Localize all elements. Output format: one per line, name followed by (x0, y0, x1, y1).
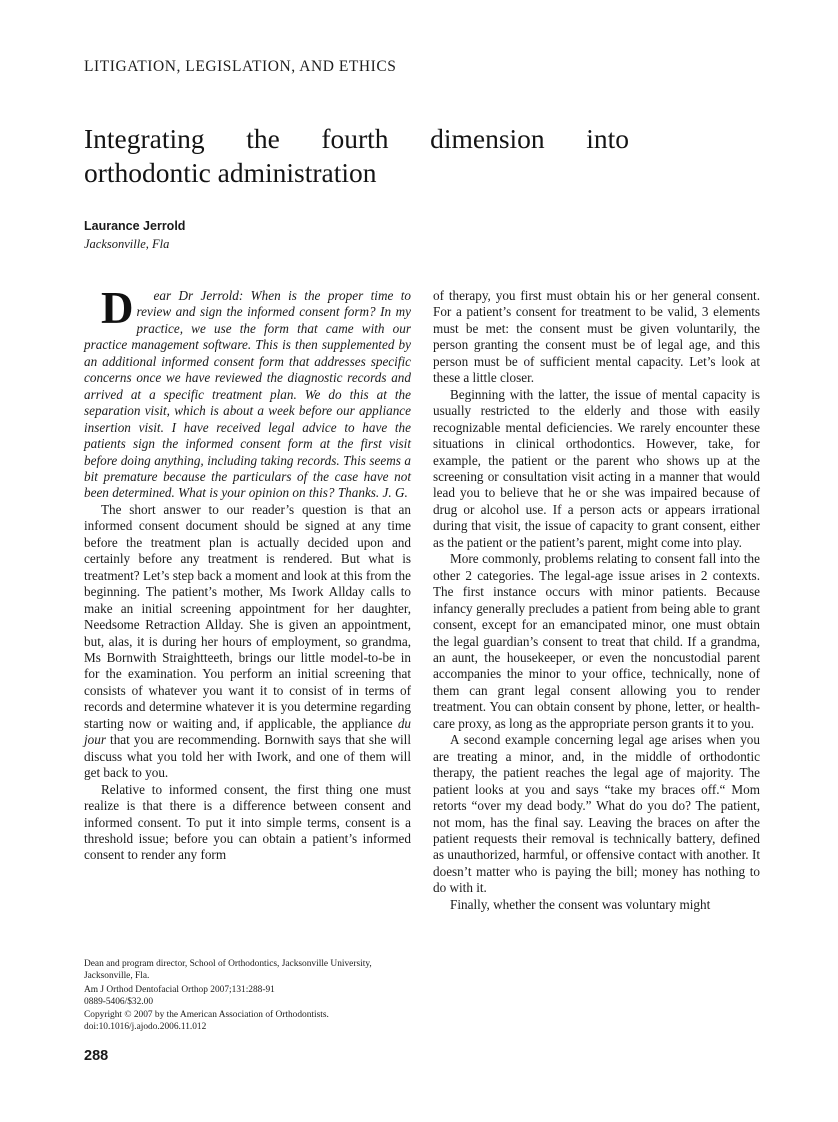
body-paragraph-7: Finally, whether the consent was voluntary might (450, 896, 711, 912)
footnote-block (84, 958, 414, 1033)
reader-letter-text: ear Dr Jerrold: When is the proper time to review and sign the informed consent form? In my practice, we use the form that came with our practice management software. This is then supplemented by an additional informed consent form that addresses specific concerns once we have reviewed the diagnostic records and arrived at a specific treatment plan. We do this at the separation visit, which is about a week before our appliance insertion visit. I have received legal advice to have the patients sign the informed consent form at the first visit before doing anything, including taking records. This seems a bit premature because the particulars of the case have not been determined. What is your opinion on this? Thanks. J. G. (84, 288, 411, 501)
section-header: LITIGATION, LEGISLATION, AND ETHICS (84, 58, 397, 75)
footnote-issn: 0889-5406/$32.00 (84, 997, 154, 1008)
footnote-citation: Am J Orthod Dentofacial Orthop 2007;131:288-91 (84, 984, 275, 995)
body-paragraph-2: Relative to informed consent, the first thing one must realize is that there is a difference between consent and informed consent. To put it into simple terms, consent is a threshold issue; before you can obtain a patient’s informed consent to render any form (84, 781, 411, 863)
footnote-doi: doi:10.1016/j.ajodo.2006.11.012 (84, 1022, 207, 1033)
page-title (84, 122, 629, 190)
body-paragraph-5: More commonly, problems relating to consent fall into the other 2 categories. The legal-age issue arises in 2 contexts. The first instance occurs with minor patients. Because infancy generally precludes a patient from being able to grant consent, except for an emancipated minor, one must obtain the legal guardian’s consent to treat that child. If a grandma, an aunt, the housekeeper, or even the noncustodial parent accompanies the minor to your office, technically, none of them can grant legal consent allowing you to render treatment. You can obtain consent by phone, letter, or health-care proxy, as long as the appropriate person grants it to you. (433, 551, 760, 731)
paragraph-1-part-a: The short answer to our reader’s question is that an informed consent document should be signed at any time before the treatment plan is actually decided upon and certainly before any treatment is rendered. But what is treatment? Let’s step back a moment and look at this from the beginning. The patient’s mother, Ms Iwork Allday calls to make an initial screening appointment for her daughter, Needsome Retraction Allday. She is given an appointment, but, alas, it is during her hours of employment, so grandma, Ms Bornwith Straightteeth, brings our little model-to-be in for the examination. You perform an initial screening that consists of whatever you want it to consist of in terms of records and determine whatever it is you determine regarding starting now or waiting and, if applicable, the appliance (84, 501, 411, 731)
title-line-1: Integrating the fourth dimension into (84, 123, 629, 154)
body-paragraph-1 (84, 502, 411, 782)
title-line-2: orthodontic administration (84, 157, 377, 188)
body-paragraph-4: Beginning with the latter, the issue of mental capacity is usually restricted to the elderly and those with easily recognizable mental deficiencies. We rarely encounter these situations in clinical orthodontics. However, take, for example, the patient or the parent who shows up at the screening or consultation visit acting in a manner that would lead you to believe that he or she was impaired because of drug or alcohol use. If a person acts or appears irrational during that visit, the issue of capacity to grant consent, either as the patient or the patient’s parent, might come into play. (433, 386, 760, 550)
body-paragraph-3: of therapy, you first must obtain his or her general consent. For a patient’s consent for treatment to be valid, 3 elements must be met: the consent must be given voluntarily, the person granting the consent must be of legal age, and this person must be of sufficient mental capacity. Let’s look at these a little closer. (433, 288, 760, 386)
footnote-affiliation: Dean and program director, School of Orthodontics, Jacksonville University, Jacksonville, Fla. (84, 959, 372, 982)
reader-letter (84, 283, 411, 502)
body-paragraph-6: A second example concerning legal age arises when you are treating a minor, and, in the middle of orthodontic therapy, the patient reaches the legal age of majority. The patient looks at you and says “take my braces off.“ Mom retorts “over my dead body.” What do you do? The patient, not mom, has the final say. Leaving the braces on after the patient requests their removal is technically battery, defined as unauthorized, harmful, or offensive contact with another. It doesn’t matter who is paying the bill; money has nothing to do with it. (433, 732, 760, 896)
footnote-copyright: Copyright © 2007 by the American Association of Orthodontists. (84, 1009, 329, 1020)
column-left (84, 283, 411, 864)
column-right (433, 288, 760, 913)
latin-phrase-du-jour: du jour (84, 715, 411, 748)
paragraph-1-part-b: that you are recommending. Bornwith says that she will discuss what you told her with Iwork, and one of them will get back to you. (84, 732, 411, 781)
author-affiliation: Jacksonville, Fla (84, 237, 170, 251)
page-number: 288 (84, 1048, 109, 1064)
author-name: Laurance Jerrold (84, 219, 186, 233)
drop-cap: D (101, 283, 134, 333)
